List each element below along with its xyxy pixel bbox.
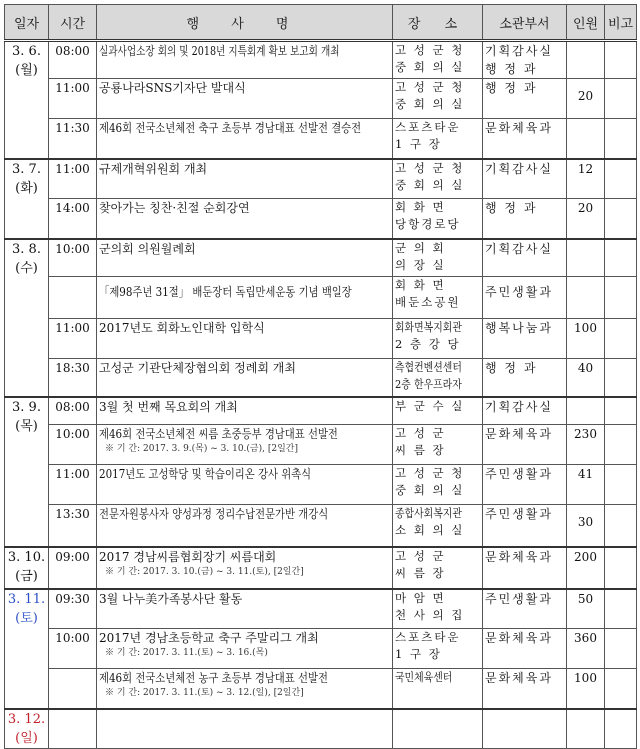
header-event: 행 사 명 [97,5,393,41]
table-row [5,277,637,319]
attendee-count: 50 [567,589,605,629]
time-cell: 08:00 [49,397,97,425]
location-cell: 측협컨벤션센터 2층 한우프라자 [393,359,483,397]
remarks-cell [605,319,637,359]
attendee-count: 200 [567,547,605,589]
department-cell: 행 정 과 [483,79,567,119]
location-cell: 고 성 군 청 중 회 의 실 [393,79,483,119]
event-title: 전문자원봉사자 양성과정 정리수납전문가반 개강식 [97,505,393,547]
table-row [5,199,637,239]
schedule-document [4,4,636,749]
department-cell: 행 정 과 [483,359,567,397]
date-cell: 3. 7. (화) [5,159,49,239]
event-note: ※ 기 간: 2017. 3. 10.(금) ~ 3. 11.(토), [2일간] [105,566,304,577]
attendee-count: 230 [567,425,605,465]
header-attendees: 인원 [567,5,605,41]
attendee-count [567,709,605,749]
remarks-cell [605,119,637,159]
event-title: 2017 경남씨름협회장기 씨름대회 ※ 기 간: 2017. 3. 10.(금) ~ 3. 11.(토), [2일간] [97,547,393,589]
remarks-cell [605,359,637,397]
attendee-count: 12 [567,159,605,199]
location-cell: 종합사회복지관 소 회 의 실 [393,505,483,547]
table-row [5,319,637,359]
event-title: 2017년 경남초등학교 축구 주말리그 개최 ※ 기 간: 2017. 3. 11.(토) ~ 3. 16.(목) [97,629,393,669]
date-cell: 3. 10. (금) [5,547,49,589]
department-cell: 문화체육과 [483,629,567,669]
event-title: 「제98주년 31절」 배둔장터 독립만세운동 기념 백일장 [97,277,393,319]
department-cell: 문화체육과 [483,547,567,589]
remarks-cell [605,425,637,465]
event-title: 2017년도 회화노인대학 입학식 [97,319,393,359]
location-cell: 고 성 군 청 중 회 의 실 [393,465,483,505]
attendee-count: 20 [567,199,605,239]
time-cell: 10:00 [49,239,97,277]
date-cell: 3. 11. (토) [5,589,49,709]
remarks-cell [605,589,637,629]
attendee-count: 100 [567,319,605,359]
attendee-count: 360 [567,629,605,669]
remarks-cell [605,547,637,589]
attendee-count [567,277,605,319]
department-cell: 주민생활과 [483,589,567,629]
location-cell: 군 의 회 의 장 실 [393,239,483,277]
time-cell: 18:30 [49,359,97,397]
table-row [5,239,637,277]
department-cell: 주민생활과 [483,465,567,505]
department-cell: 기획감사실 행 정 과 [483,41,567,79]
schedule-table [4,4,637,749]
department-cell: 주민생활과 [483,277,567,319]
table-row [5,669,637,709]
event-title: 제46회 전국소년체전 축구 초등부 경남대표 선발전 결승전 [97,119,393,159]
time-cell: 13:30 [49,505,97,547]
time-cell: 08:00 [49,41,97,79]
event-note: ※ 기 간: 2017. 3. 11.(토) ~ 3. 16.(목) [105,648,268,658]
remarks-cell [605,505,637,547]
department-cell: 문화체육과 [483,425,567,465]
event-title: 규제개혁위원회 개최 [97,159,393,199]
location-cell: 스포츠타운 1 구 장 [393,629,483,669]
remarks-cell [605,465,637,505]
time-cell: 11:00 [49,159,97,199]
location-cell: 회화면복지회관 2 층 강 당 [393,319,483,359]
time-cell: 09:30 [49,589,97,629]
time-cell: 11:00 [49,465,97,505]
time-cell: 11:00 [49,319,97,359]
location-cell: 고 성 군 씨 름 장 [393,547,483,589]
location-cell: 스포츠타운 1 구 장 [393,119,483,159]
event-title: 공룡나라SNS기자단 발대식 [97,79,393,119]
event-note: ※ 기 간: 2017. 3. 9.(목) ~ 3. 10.(금), [2일간] [105,444,298,454]
time-cell: 09:00 [49,547,97,589]
time-cell [49,669,97,709]
remarks-cell [605,199,637,239]
location-cell [393,709,483,749]
header-location: 장 소 [393,5,483,41]
department-cell: 주민생활과 [483,505,567,547]
table-row [5,629,637,669]
date-cell: 3. 6. (월) [5,41,49,159]
location-cell: 마 암 면 천 사 의 집 [393,589,483,629]
attendee-count [567,41,605,79]
location-cell: 국민체육센터 [393,669,483,709]
date-cell: 3. 8. (수) [5,239,49,397]
location-cell: 고 성 군 청 중 회 의 실 [393,159,483,199]
attendee-count: 41 [567,465,605,505]
remarks-cell [605,709,637,749]
table-row [5,41,637,79]
department-cell: 행 정 과 [483,199,567,239]
location-cell: 회 화 면 배둔소공원 [393,277,483,319]
department-cell: 문화체육과 [483,669,567,709]
remarks-cell [605,79,637,119]
remarks-cell [605,397,637,425]
attendee-count: 40 [567,359,605,397]
event-title: 찾아가는 칭찬·친절 순회강연 [97,199,393,239]
event-title: 고성군 기관단체장협의회 정례회 개최 [97,359,393,397]
department-cell [483,709,567,749]
remarks-cell [605,669,637,709]
department-cell: 기획감사실 [483,397,567,425]
location-cell: 고 성 군 씨 름 장 [393,425,483,465]
location-cell: 부 군 수 실 [393,397,483,425]
table-row [5,425,637,465]
event-title [97,709,393,749]
time-cell: 10:00 [49,629,97,669]
event-title: 제46회 전국소년체전 씨름 초중등부 경남대표 선발전 ※ 기 간: 2017. 3. 9.(목) ~ 3. 10.(금), [2일간] [97,425,393,465]
time-cell: 10:00 [49,425,97,465]
date-cell: 3. 9. (목) [5,397,49,547]
attendee-count [567,239,605,277]
time-cell [49,277,97,319]
event-title: 제46회 전국소년체전 농구 초등부 경남대표 선발전 ※ 기 간: 2017. 3. 11.(토) ~ 3. 12.(일), [2일간] [97,669,393,709]
table-row [5,465,637,505]
table-row [5,589,637,629]
time-cell: 14:00 [49,199,97,239]
remarks-cell [605,277,637,319]
header-time: 시간 [49,5,97,41]
department-cell: 기획감사실 [483,239,567,277]
header-date: 일자 [5,5,49,41]
location-cell: 고 성 군 청 중 회 의 실 [393,41,483,79]
table-row [5,159,637,199]
header-row [5,5,637,41]
table-row [5,505,637,547]
time-cell: 11:00 [49,79,97,119]
department-cell: 행복나눔과 [483,319,567,359]
event-title: 실과사업소장 회의 및 2018년 지특회계 확보 보고회 개최 [97,41,393,79]
remarks-cell [605,239,637,277]
event-title: 3월 나누美가족봉사단 활동 [97,589,393,629]
date-cell: 3. 12. (일) [5,709,49,749]
department-cell: 기획감사실 [483,159,567,199]
table-row [5,709,637,749]
attendee-count: 100 [567,669,605,709]
remarks-cell [605,159,637,199]
header-department: 소관부서 [483,5,567,41]
table-row [5,397,637,425]
remarks-cell [605,629,637,669]
attendee-count: 30 [567,505,605,547]
location-cell: 회 화 면 당항경로당 [393,199,483,239]
table-row [5,359,637,397]
event-note: ※ 기 간: 2017. 3. 11.(토) ~ 3. 12.(일), [2일간] [105,688,304,698]
table-row [5,79,637,119]
time-cell: 11:30 [49,119,97,159]
attendee-count [567,119,605,159]
event-title: 3월 첫 번째 목요회의 개최 [97,397,393,425]
attendee-count: 20 [567,79,605,119]
table-row [5,119,637,159]
remarks-cell [605,41,637,79]
time-cell [49,709,97,749]
table-row [5,547,637,589]
header-remarks: 비고 [605,5,637,41]
event-title: 군의회 의원월례회 [97,239,393,277]
attendee-count [567,397,605,425]
event-title: 2017년도 고성학당 및 학습이리온 강사 위촉식 [97,465,393,505]
department-cell: 문화체육과 [483,119,567,159]
